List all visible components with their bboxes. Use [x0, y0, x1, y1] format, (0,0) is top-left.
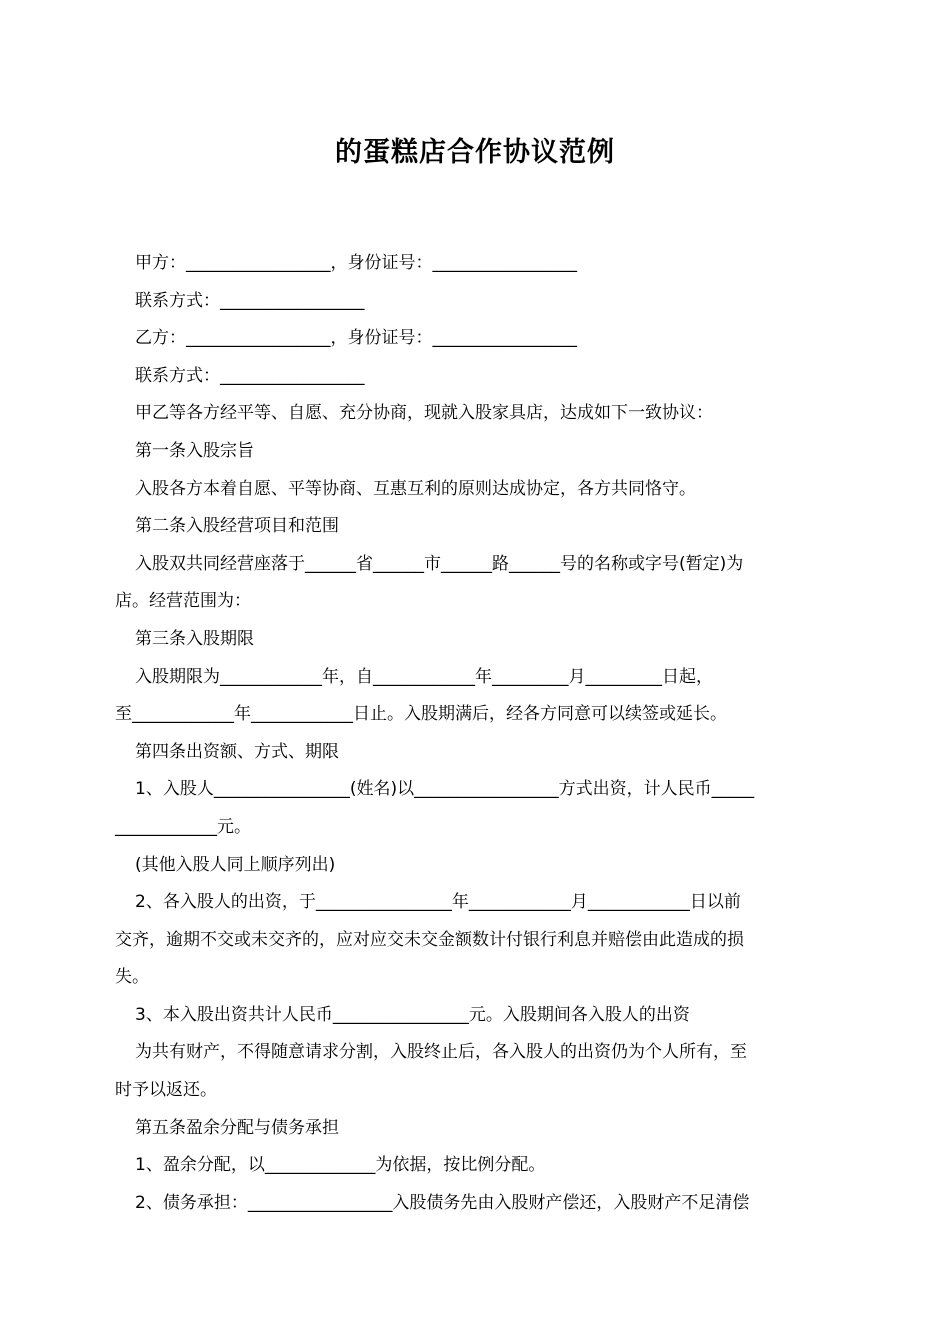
article-2-heading: 第二条入股经营项目和范围 — [135, 516, 339, 537]
article-4-item-3-line-1: 3、本入股出资共计人民币________________元。入股期间各入股人的出资 — [135, 1004, 690, 1025]
article-2-text-2: 店。经营范围为： — [115, 591, 251, 612]
article-3-text-2: 至____________年____________日止。入股期满后，经各方同意可以续签或延长。 — [115, 704, 727, 725]
article-3-text-1: 入股期限为____________年，自____________年_________月_________日起， — [135, 666, 713, 687]
party-b-contact-line: 联系方式：_________________ — [135, 365, 365, 386]
article-4-note: (其他入股人同上顺序列出) — [135, 854, 336, 875]
preamble-line: 甲乙等各方经平等、自愿、充分协商，现就入股家具店，达成如下一致协议： — [135, 403, 713, 424]
article-2-text-1: 入股双共同经营座落于______省______市______路______号的名称或字号(暂定)为 — [135, 553, 744, 574]
document-title: 的蛋糕店合作协议范例 — [335, 137, 615, 168]
article-4-item-1-line-2: ____________元。 — [115, 816, 251, 837]
party-a-line: 甲方：_________________，身份证号：_________________ — [135, 253, 577, 273]
article-4-item-2-line-3: 失。 — [115, 967, 149, 988]
article-4-item-1-line-1: 1、入股人________________(姓名)以_________________方式出资，计人民币_____ — [135, 779, 755, 800]
article-3-heading: 第三条入股期限 — [135, 628, 254, 649]
article-1-text: 入股各方本着自愿、平等协商、互惠互利的原则达成协定，各方共同恪守。 — [135, 478, 696, 499]
article-4-heading: 第四条出资额、方式、期限 — [135, 741, 339, 762]
article-5-item-2: 2、债务承担：_________________入股债务先由入股财产偿还，入股财产不足清偿 — [135, 1192, 750, 1213]
article-4-item-3-line-3: 时予以返还。 — [115, 1080, 217, 1101]
party-b-line: 乙方：_________________，身份证号：_________________ — [135, 328, 577, 349]
party-a-contact-line: 联系方式：_________________ — [135, 290, 365, 311]
article-4-item-2-line-2: 交齐，逾期不交或未交齐的，应对应交未交金额数计付银行利息并赔偿由此造成的损 — [115, 929, 744, 950]
document-body — [115, 245, 840, 1222]
article-4-item-2-line-1: 2、各入股人的出资，于________________年____________月____________日以前 — [135, 892, 741, 913]
article-1-heading: 第一条入股宗旨 — [135, 440, 254, 461]
article-5-heading: 第五条盈余分配与债务承担 — [135, 1117, 339, 1138]
article-4-item-3-line-2: 为共有财产，不得随意请求分割，入股终止后，各入股人的出资仍为个人所有，至 — [135, 1042, 747, 1063]
article-5-item-1: 1、盈余分配，以_____________为依据，按比例分配。 — [135, 1155, 546, 1176]
